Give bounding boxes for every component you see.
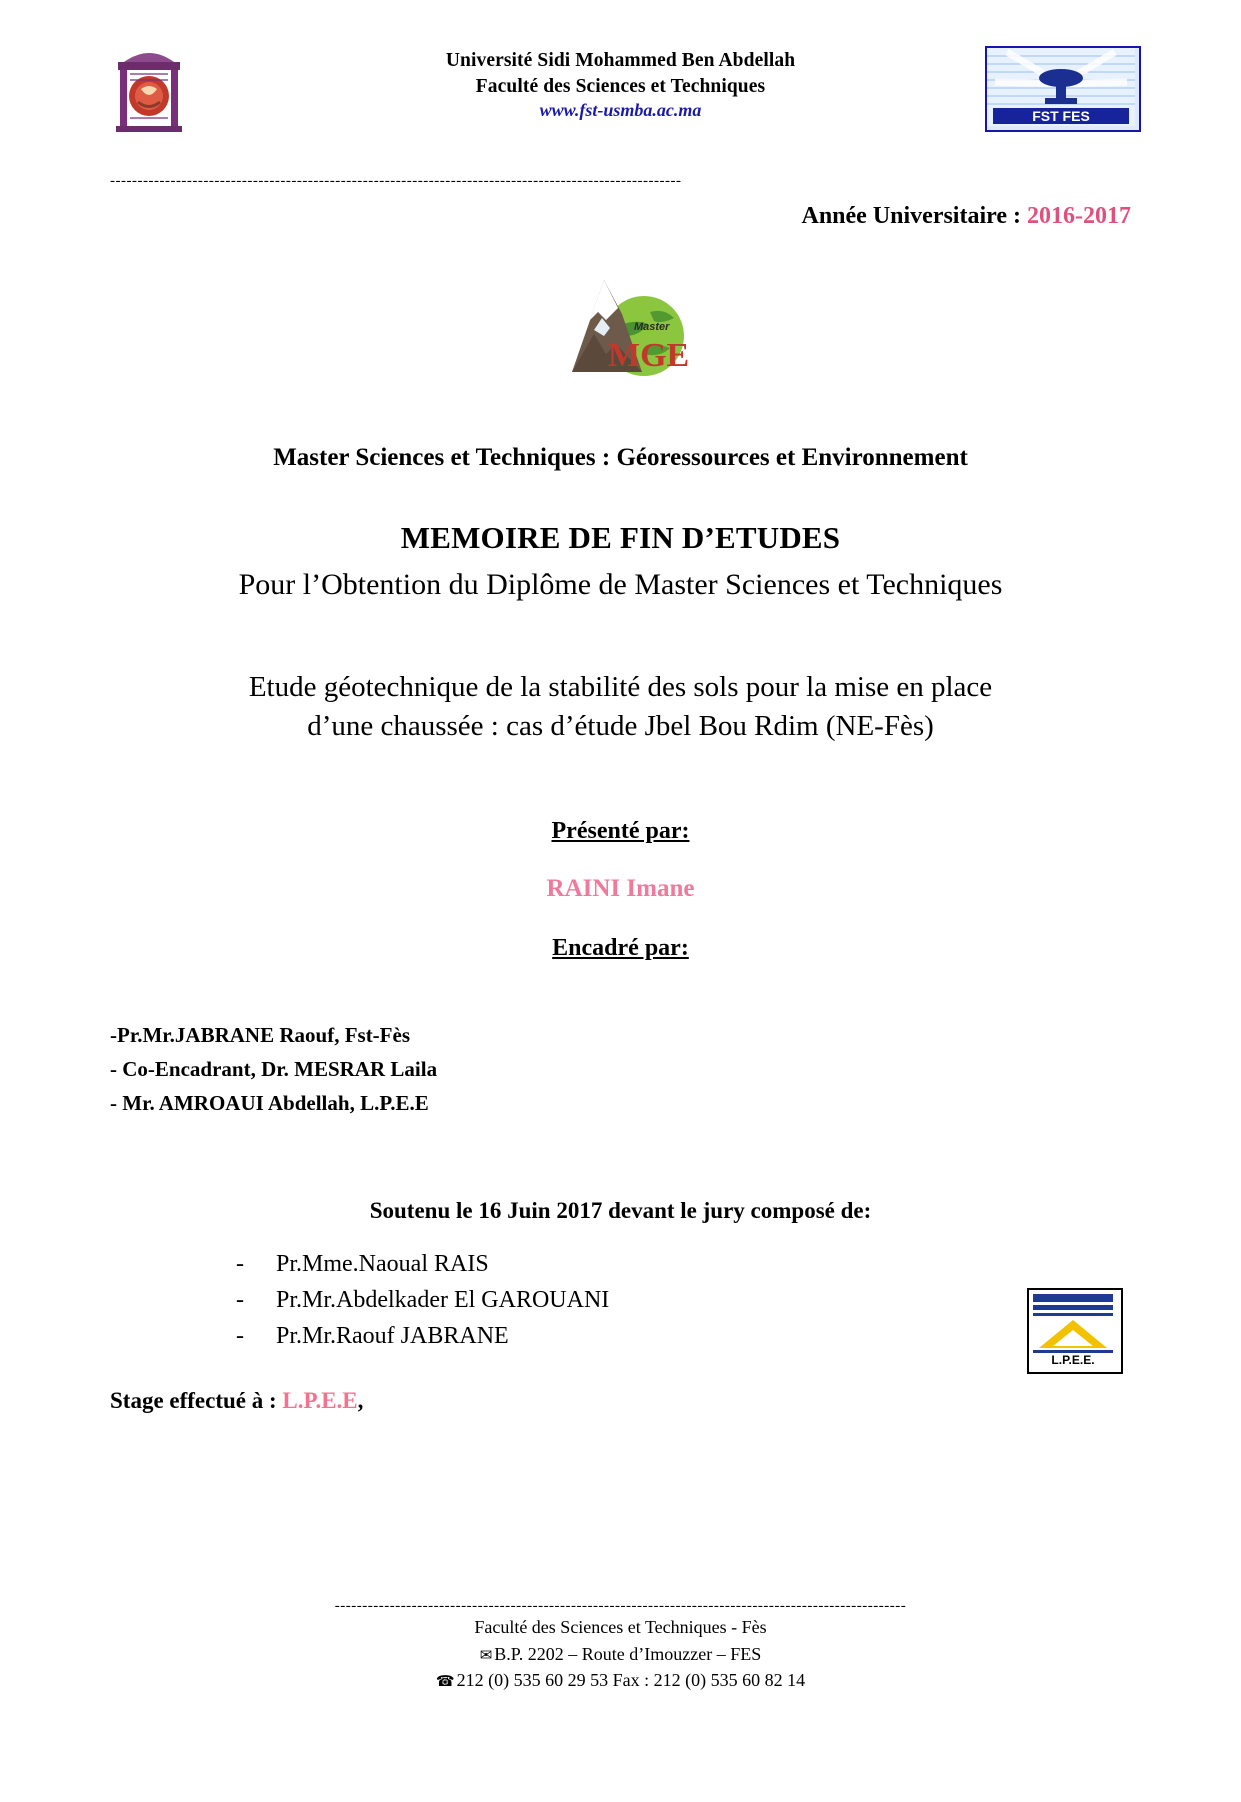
jury-member-name: Pr.Mr.Abdelkader El GAROUANI [276,1287,610,1314]
internship-organization: L.P.E.E [282,1388,358,1414]
jury-member-name: Pr.Mr.Raouf JABRANE [276,1323,509,1350]
master-mge-logo [546,258,696,398]
faculty-name: Faculté des Sciences et Techniques [475,75,766,97]
document-footer [110,1599,1131,1694]
svg-text:Master: Master [633,321,669,333]
jury-dash: - [236,1287,244,1314]
academic-year-label: Année Universitaire : [801,203,1027,229]
svg-text:MGE: MGE [607,337,689,374]
envelope-icon: ✉ [479,1647,493,1664]
internship-label: Stage effectué à : [110,1388,283,1414]
footer-address [110,1641,1131,1668]
footer-phone [110,1667,1131,1694]
defense-line: Soutenu le 16 Juin 2017 devant le jury composé de: [369,1198,872,1224]
master-program-line: Master Sciences et Techniques : Géoressources et Environnement [273,444,968,471]
jury-item [236,1246,1241,1282]
fst-fes-logo [985,46,1141,132]
supervisors-list [110,1018,1241,1120]
internship-line [110,1388,1241,1414]
svg-text:L.P.E.E.: L.P.E.E. [1051,1353,1095,1367]
memoire-subtitle: Pour l’Obtention du Diplôme de Master Sciences et Techniques [238,568,1003,601]
jury-dash: - [236,1251,244,1278]
usmba-seal-logo [110,44,188,136]
footer-phone-text: 212 (0) 535 60 29 53 Fax : 212 (0) 535 60 82 14 [456,1670,806,1691]
footer-address-text: B.P. 2202 – Route d’Imouzzer – FES [494,1643,762,1664]
footer-faculty: Faculté des Sciences et Techniques - Fès [474,1617,767,1638]
academic-year-value: 2016-2017 [1027,203,1131,229]
website-url[interactable]: www.fst-usmba.ac.ma [539,100,702,121]
jury-member-name: Pr.Mme.Naoual RAIS [276,1251,489,1278]
thesis-title-line-1: Etude géotechnique de la stabilité des sols pour la mise en place [248,671,993,703]
lpee-logo [1027,1288,1123,1374]
internship-suffix: , [357,1388,364,1414]
document-header [110,48,1131,168]
author-name: RAINI Imane [546,875,695,903]
supervised-by-label: Encadré par: [552,935,689,962]
university-name: Université Sidi Mohammed Ben Abdellah [445,50,796,71]
memoire-title: MEMOIRE DE FIN D’ETUDES [400,520,841,555]
thesis-title-line-2: d’une chaussée : cas d’étude Jbel Bou Rdim (NE-Fès) [307,710,934,743]
mge-logo-container [0,258,1241,398]
academic-year [110,203,1131,230]
header-titles [110,48,1131,123]
jury-dash: - [236,1323,244,1350]
document-page [0,48,1241,1802]
thesis-title [0,668,1241,746]
supervisor-item: - Mr. AMROAUI Abdellah, L.P.E.E [110,1091,429,1116]
footer-divider: -------------------------------------------------------------------------------------------------------- [334,1599,907,1615]
svg-text:FST FES: FST FES [1032,108,1090,124]
supervisor-item: -Pr.Mr.JABRANE Raouf, Fst-Fès [110,1023,410,1048]
supervisor-item: - Co-Encadrant, Dr. MESRAR Laila [110,1057,438,1082]
phone-icon: ☎ [435,1674,455,1691]
header-divider: -------------------------------------------------------------------------------------------------------- [110,174,682,189]
presented-by-label: Présenté par: [551,818,690,845]
